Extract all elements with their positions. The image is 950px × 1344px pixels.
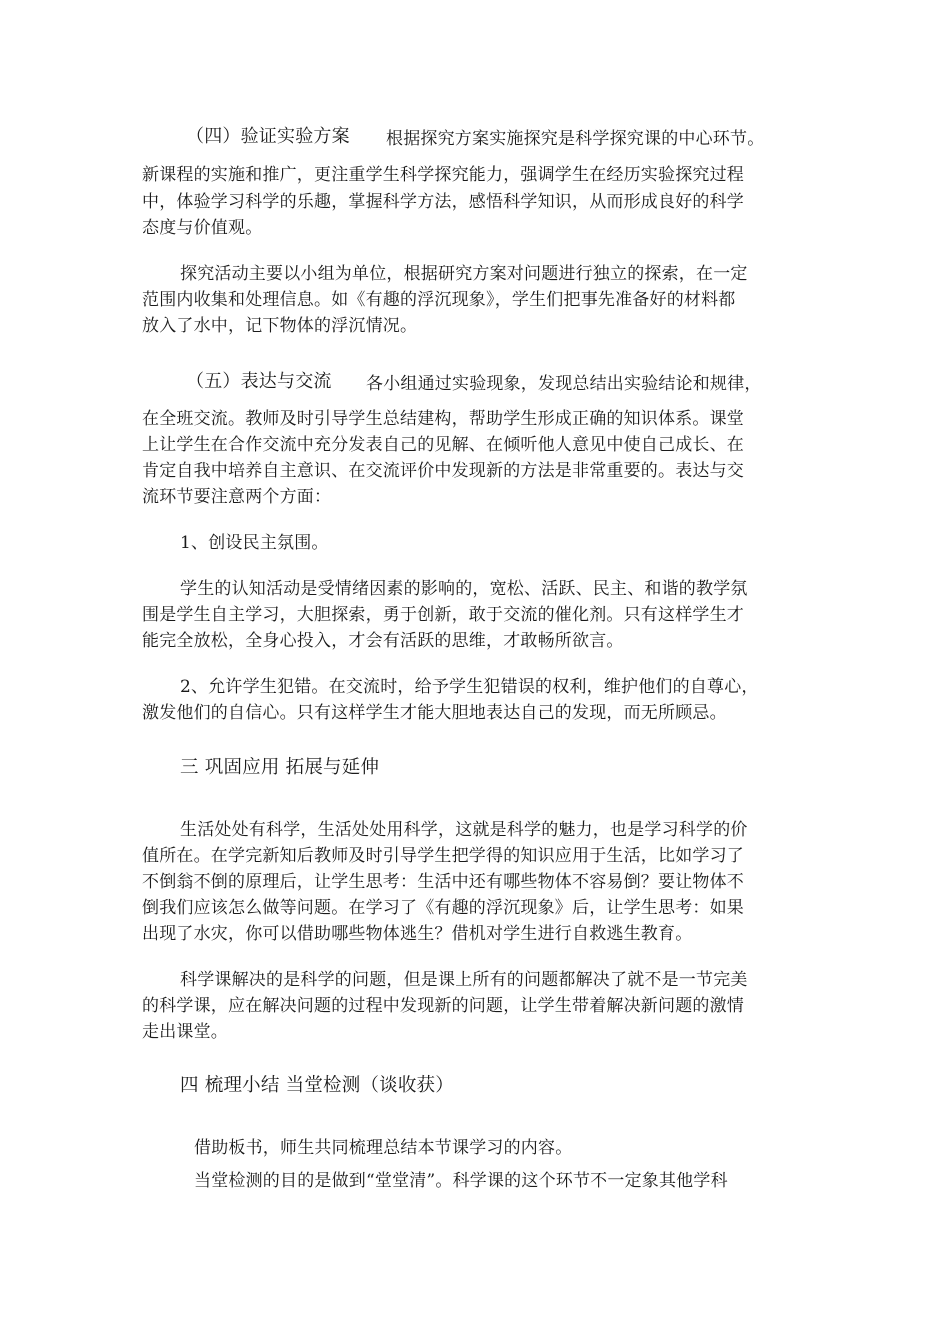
paragraph-line: 上让学生在合作交流中充分发表自己的见解、在倾听他人意见中使自己成长、在 [142, 435, 744, 455]
section-heading-express-communicate: （五）表达与交流 [186, 371, 332, 392]
paragraph-line: 流环节要注意两个方面： [142, 487, 332, 507]
list-item-2: 2、允许学生犯错。在交流时，给予学生犯错误的权利，维护他们的自尊心， [180, 677, 759, 697]
section-intro-text: 根据探究方案实施探究是科学探究课的中心环节。 [386, 129, 765, 149]
paragraph-line: 走出课堂。 [142, 1022, 228, 1042]
paragraph-line: 学生的认知活动是受情绪因素的影响的，宽松、活跃、民主、和谐的教学氛 [180, 579, 748, 599]
paragraph-line: 中，体验学习科学的乐趣，掌握科学方法，感悟科学知识，从而形成良好的科学 [142, 192, 744, 212]
paragraph-line: 出现了水灾，你可以借助哪些物体逃生？借机对学生进行自救逃生教育。 [142, 924, 693, 944]
paragraph-line: 态度与价值观。 [142, 218, 263, 238]
paragraph-line: 围是学生自主学习，大胆探索，勇于创新，敢于交流的催化剂。只有这样学生才 [142, 605, 744, 625]
paragraph-line: 范围内收集和处理信息。如《有趣的浮沉现象》，学生们把事先准备好的材料都 [142, 290, 736, 310]
part-heading-summary-test: 四 梳理小结 当堂检测（谈收获） [180, 1075, 454, 1096]
list-item-1: 1、创设民主氛围。 [180, 533, 329, 553]
paragraph-line: 激发他们的自信心。只有这样学生才能大胆地表达自己的发现，而无所顾忌。 [142, 703, 727, 723]
paragraph-line: 放入了水中，记下物体的浮沉情况。 [142, 316, 418, 336]
paragraph-line: 新课程的实施和推广，更注重学生科学探究能力，强调学生在经历实验探究过程 [142, 165, 744, 185]
paragraph-line: 倒我们应该怎么做等问题。在学习了《有趣的浮沉现象》后，让学生思考：如果 [142, 898, 744, 918]
paragraph-line: 生活处处有科学，生活处处用科学，这就是科学的魅力，也是学习科学的价 [180, 820, 748, 840]
paragraph-line: 能完全放松，全身心投入，才会有活跃的思维，才敢畅所欲言。 [142, 631, 624, 651]
section-intro-text: 各小组通过实验现象，发现总结出实验结论和规律， [366, 374, 762, 394]
paragraph-line: 的科学课，应在解决问题的过程中发现新的问题，让学生带着解决新问题的激情 [142, 996, 744, 1016]
paragraph-line: 科学课解决的是科学的问题，但是课上所有的问题都解决了就不是一节完美 [180, 970, 748, 990]
paragraph-line: 当堂检测的目的是做到“堂堂清”。科学课的这个环节不一定象其他学科 [194, 1171, 728, 1191]
paragraph-line: 在全班交流。教师及时引导学生总结建构，帮助学生形成正确的知识体系。课堂 [142, 409, 744, 429]
paragraph-line: 借助板书，师生共同梳理总结本节课学习的内容。 [194, 1138, 573, 1158]
paragraph-line: 值所在。在学完新知后教师及时引导学生把学得的知识应用于生活，比如学习了 [142, 846, 744, 866]
paragraph-line: 不倒翁不倒的原理后，让学生思考：生活中还有哪些物体不容易倒？要让物体不 [142, 872, 744, 892]
paragraph-line: 肯定自我中培养自主意识、在交流评价中发现新的方法是非常重要的。表达与交 [142, 461, 744, 481]
part-heading-apply-extend: 三 巩固应用 拓展与延伸 [180, 757, 380, 778]
paragraph-line: 探究活动主要以小组为单位，根据研究方案对问题进行独立的探索，在一定 [180, 264, 748, 284]
section-heading-verify-experiment: （四）验证实验方案 [186, 126, 350, 147]
